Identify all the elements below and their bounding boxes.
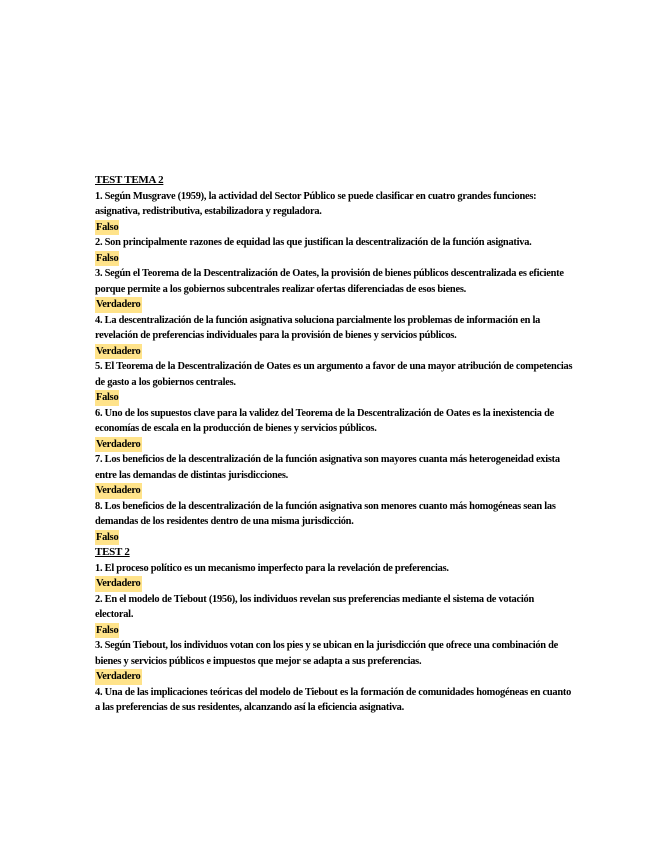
section-title: TEST 2 (95, 546, 130, 558)
question-item (95, 406, 573, 453)
answer-label: Falso (95, 623, 119, 639)
question-item (95, 266, 573, 313)
question-item (95, 189, 573, 236)
section-test-2 (95, 545, 573, 716)
question-text: 8. Los beneficios de la descentralización de la función asignativa son menores cuanto más homogéneas sean las demandas de los residentes dentro de una misma jurisdicción. (95, 500, 556, 527)
question-item (95, 235, 573, 266)
question-item (95, 561, 573, 592)
answer-label: Verdadero (95, 344, 142, 360)
question-text: 3. Según Tiebout, los individuos votan con los pies y se ubican en la jurisdicción que ofrece una combinación de bienes y servicios públicos e impuestos que mejor se adapta a sus preferencias. (95, 640, 559, 667)
section-test-tema-2 (95, 173, 573, 545)
answer-label: Falso (95, 220, 119, 236)
section-title: TEST TEMA 2 (95, 174, 164, 186)
document-body (95, 173, 573, 716)
answer-label: Falso (95, 251, 119, 267)
question-text: 6. Uno de los supuestos clave para la validez del Teorema de la Descentralización de Oates es la inexistencia de economías de escala en la producción de bienes y servicios públicos. (95, 407, 554, 434)
question-item (95, 313, 573, 360)
answer-label: Verdadero (95, 576, 142, 592)
question-item (95, 452, 573, 499)
answer-label: Verdadero (95, 669, 142, 685)
answer-label: Falso (95, 390, 119, 406)
answer-label: Verdadero (95, 483, 142, 499)
answer-label: Verdadero (95, 437, 142, 453)
question-item (95, 685, 573, 716)
question-item (95, 499, 573, 546)
question-text: 2. En el modelo de Tiebout (1956), los individuos revelan sus preferencias mediante el sistema de votación electoral. (95, 593, 534, 620)
question-text: 2. Son principalmente razones de equidad las que justifican la descentralización de la función asignativa. (95, 237, 532, 248)
question-text: 1. El proceso político es un mecanismo imperfecto para la revelación de preferencias. (95, 562, 449, 574)
question-text: 7. Los beneficios de la descentralización de la función asignativa son mayores cuanta más heterogeneidad exista entre las demandas de distintas jurisdicciones. (95, 454, 560, 481)
question-text: 3. Según el Teorema de la Descentralización de Oates, la provisión de bienes públicos descentralizada es eficiente porque permite a los gobiernos subcentrales realizar ofertas diferenciadas de esos bienes. (95, 268, 564, 295)
question-item (95, 359, 573, 406)
question-text: 4. Una de las implicaciones teóricas del modelo de Tiebout es la formación de comunidades homogéneas en cuanto a las preferencias de sus residentes, alcanzando así la eficiencia asignativa. (95, 686, 572, 713)
answer-label: Verdadero (95, 297, 142, 313)
question-text: 5. El Teorema de la Descentralización de Oates es un argumento a favor de una mayor atribución de competencias de gasto a los gobiernos centrales. (95, 361, 573, 388)
question-item (95, 592, 573, 639)
question-text: 4. La descentralización de la función asignativa soluciona parcialmente los problemas de información en la revelación de preferencias individuales para la provisión de bienes y servicios públicos. (95, 314, 541, 341)
answer-label: Falso (95, 530, 119, 546)
question-text: 1. Según Musgrave (1959), la actividad del Sector Público se puede clasificar en cuatro grandes funciones: asignativa, redistributiva, estabilizadora y reguladora. (95, 190, 537, 217)
question-item (95, 638, 573, 685)
